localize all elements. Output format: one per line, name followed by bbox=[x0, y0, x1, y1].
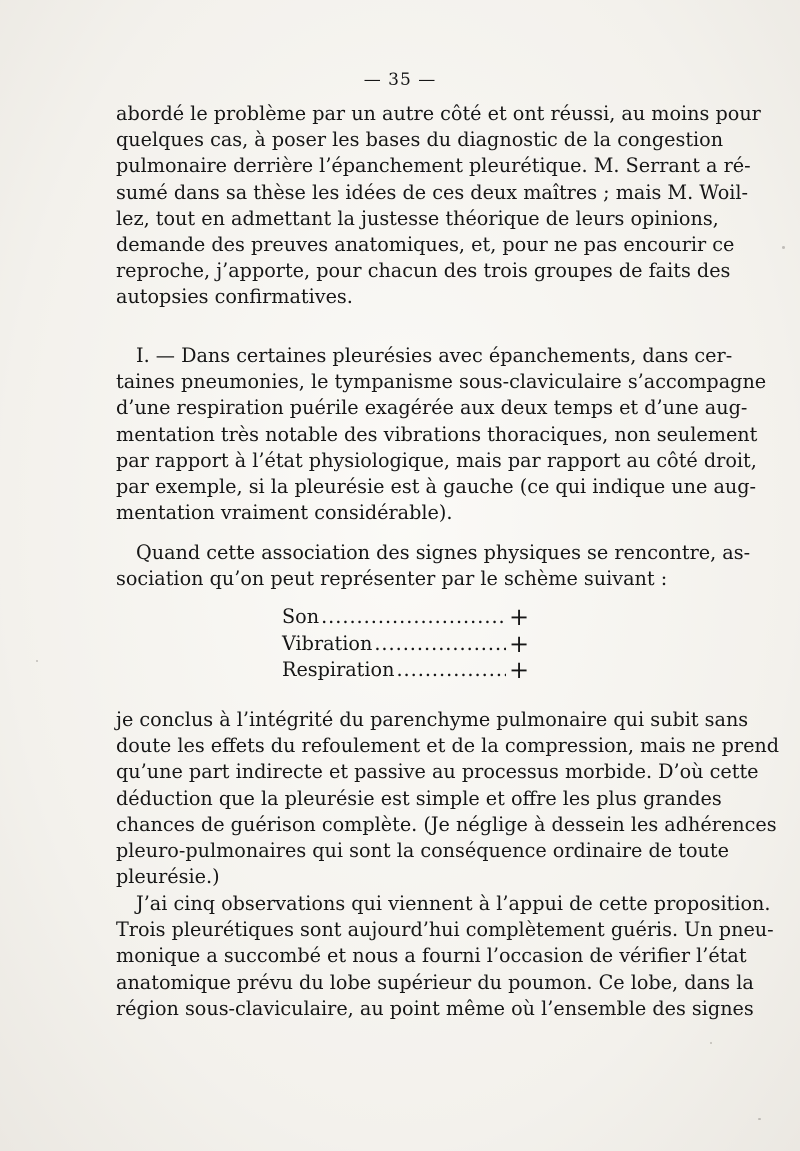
text-line: reproche, j’apporte, pour chacun des trois groupes de faits des bbox=[116, 259, 731, 283]
dot-leader bbox=[372, 631, 506, 658]
text-line: pleurésie.) bbox=[116, 865, 220, 889]
text-line: demande des preuves anatomiques, et, pour ne pas encourir ce bbox=[116, 233, 735, 257]
scheme-row-son bbox=[282, 604, 532, 631]
scheme-row-respiration bbox=[282, 657, 532, 684]
scheme-label: Respiration bbox=[282, 658, 395, 681]
signs-scheme bbox=[282, 604, 532, 684]
text-line: sociation qu’on peut représenter par le schème suivant : bbox=[116, 567, 668, 591]
text-line: mentation vraiment considérable). bbox=[116, 501, 453, 525]
text-line: J’ai cinq observations qui viennent à l’appui de cette proposition. bbox=[136, 892, 771, 915]
text-line: doute les effets du refoulement et de la compression, mais ne prend bbox=[116, 734, 780, 758]
text-line: qu’une part indirecte et passive au processus morbide. D’où cette bbox=[116, 760, 759, 784]
text-line: par exemple, si la pleurésie est à gauche (ce qui indique une aug- bbox=[116, 475, 757, 499]
plus-sign: + bbox=[508, 629, 530, 658]
paragraph-4 bbox=[116, 707, 780, 890]
text-line: autopsies confirmatives. bbox=[116, 285, 353, 309]
text-line: pleuro-pulmonaires qui sont la conséquence ordinaire de toute bbox=[116, 839, 729, 863]
dot-leader bbox=[394, 657, 506, 684]
paper-speck bbox=[782, 246, 785, 249]
text-line: lez, tout en admettant la justesse théorique de leurs opinions, bbox=[116, 206, 719, 230]
text-line: je conclus à l’intégrité du parenchyme pulmonaire qui subit sans bbox=[116, 708, 749, 731]
plus-sign: + bbox=[508, 656, 530, 684]
text-line: chances de guérison complète. (Je néglige à dessein les adhérences bbox=[116, 812, 777, 836]
paper-speck bbox=[36, 660, 38, 662]
text-line: déduction que la pleurésie est simple et offre les plus grandes bbox=[116, 786, 722, 810]
paragraph-3 bbox=[116, 540, 751, 592]
page-number: — 35 — bbox=[363, 70, 437, 90]
scheme-label: Son bbox=[282, 605, 320, 628]
paper-speck bbox=[758, 1118, 761, 1120]
paragraph-5 bbox=[116, 891, 774, 1022]
plus-sign: + bbox=[508, 603, 530, 631]
scheme-row-vibration bbox=[282, 631, 532, 658]
paper-speck bbox=[710, 1042, 712, 1044]
paragraph-1 bbox=[116, 101, 761, 311]
text-line: taines pneumonies, le tympanisme sous-claviculaire s’accompagne bbox=[116, 370, 767, 394]
dot-leader bbox=[319, 604, 506, 631]
text-line: Trois pleurétiques sont aujourd’hui complètement guéris. Un pneu- bbox=[116, 918, 774, 942]
scheme-label: Vibration bbox=[282, 631, 373, 655]
text-line: abordé le problème par un autre côté et ont réussi, au moins pour bbox=[116, 102, 761, 125]
text-line: Quand cette association des signes physiques se rencontre, as- bbox=[136, 541, 751, 564]
text-line: mentation très notable des vibrations thoraciques, non seulement bbox=[116, 422, 758, 446]
text-line: région sous-claviculaire, au point même où l’ensemble des signes bbox=[116, 996, 754, 1020]
text-line: I. — Dans certaines pleurésies avec épanchements, dans cer- bbox=[136, 344, 733, 367]
text-line: par rapport à l’état physiologique, mais par rapport au côté droit, bbox=[116, 448, 757, 472]
text-line: anatomique prévu du lobe supérieur du poumon. Ce lobe, dans la bbox=[116, 970, 754, 994]
paragraph-2 bbox=[116, 343, 767, 526]
text-line: pulmonaire derrière l’épanchement pleurétique. M. Serrant a ré- bbox=[116, 154, 751, 178]
text-line: sumé dans sa thèse les idées de ces deux maîtres ; mais M. Woil- bbox=[116, 180, 749, 204]
text-line: quelques cas, à poser les bases du diagnostic de la congestion bbox=[116, 128, 724, 152]
text-line: d’une respiration puérile exagérée aux deux temps et d’une aug- bbox=[116, 396, 748, 420]
text-line: monique a succombé et nous a fourni l’occasion de vérifier l’état bbox=[116, 944, 747, 968]
